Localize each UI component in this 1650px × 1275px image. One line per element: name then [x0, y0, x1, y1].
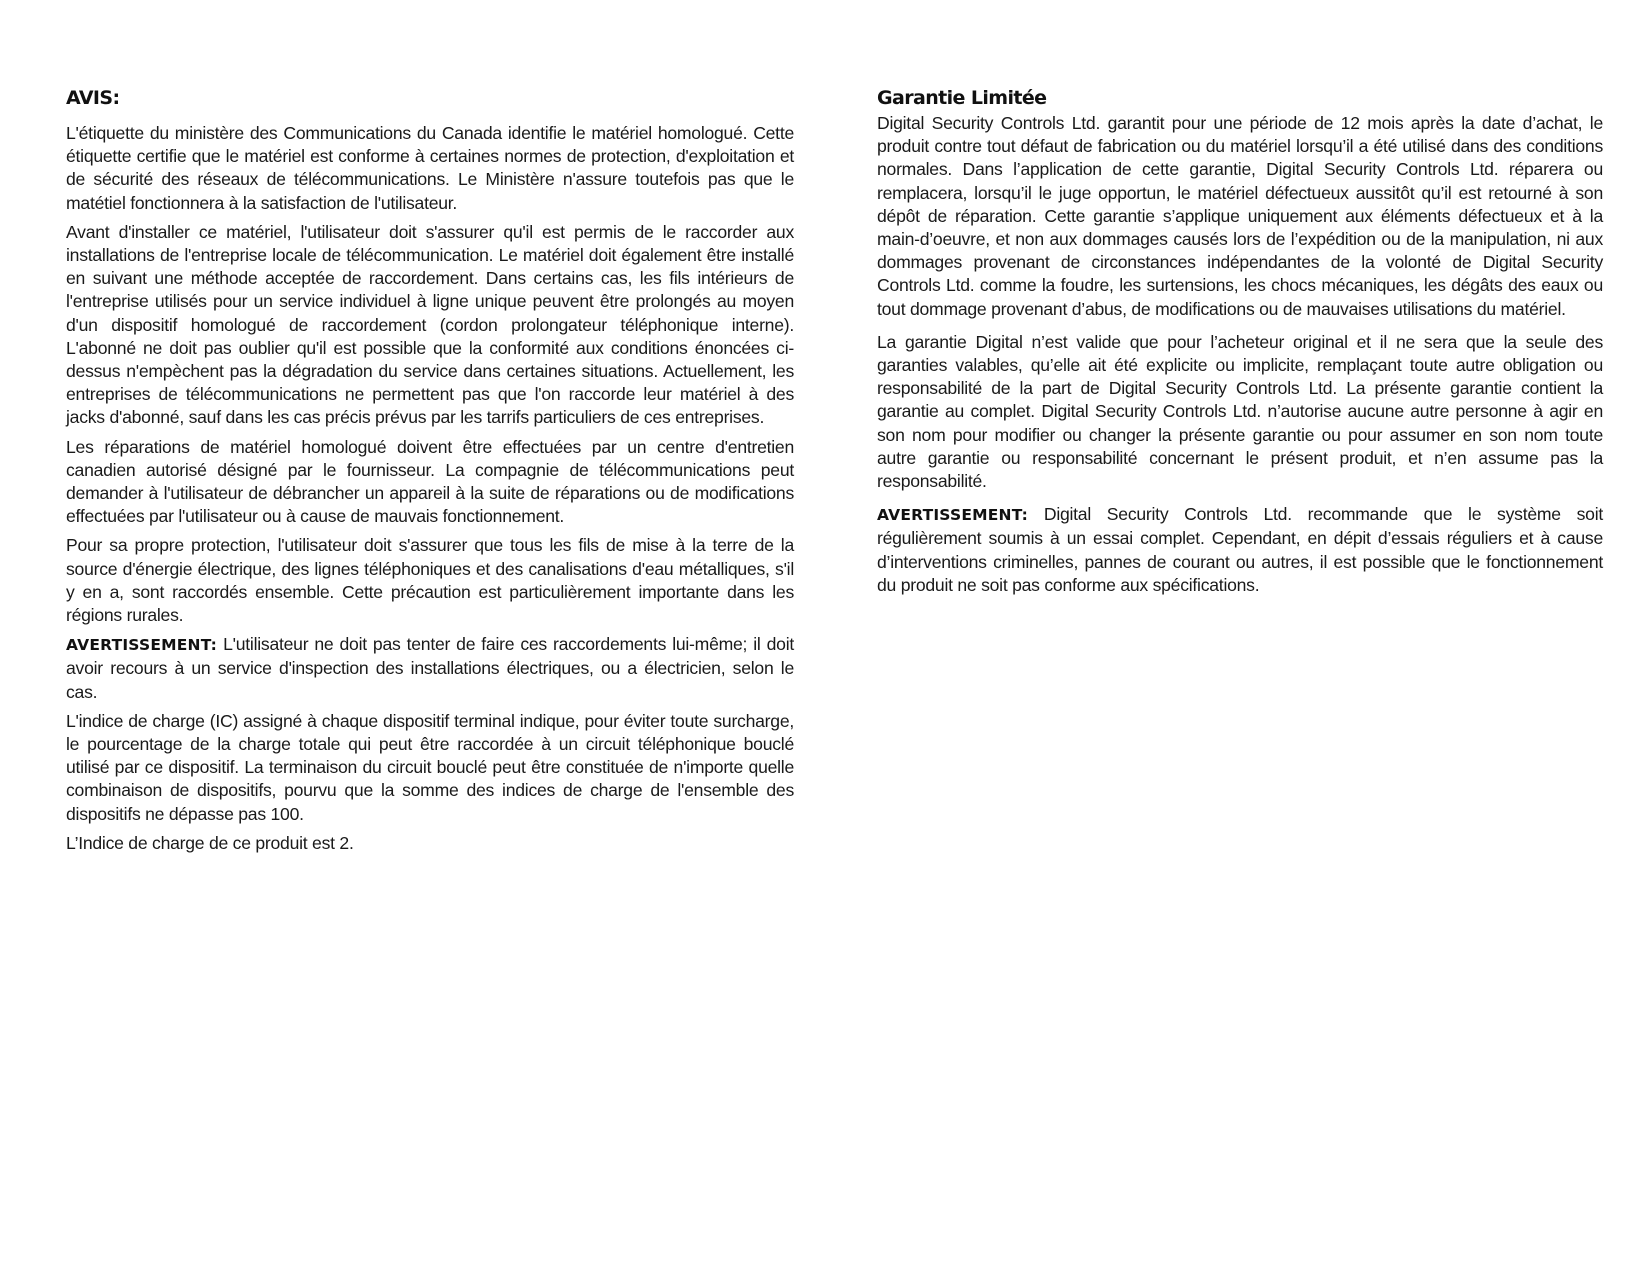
avis-paragraph-label: L'étiquette du ministère des Communications du Canada identifie le matériel homologué. Cette étiquette certifie que le matériel est conforme à certaines normes de protection, d'exploitation et de sécurité des réseaux de télécommunications. Le Ministère n'assure toutefois pas que le matétiel fonctionnera à la satisfaction de l'utilisateur. [66, 123, 794, 213]
avis-warning-label: AVERTISSEMENT: [66, 636, 218, 655]
avis-paragraph-grounding: Pour sa propre protection, l'utilisateur doit s'assurer que tous les fils de mise à la terre de la source d'énergie électrique, des lignes téléphoniques et des canalisations d'eau métalliques, s'il y en a, sont raccordés ensemble. Cette précaution est particulièrement importante dans les régions rurales. [66, 535, 794, 626]
avis-paragraph-load-index: L'indice de charge (IC) assigné à chaque dispositif terminal indique, pour éviter toute surcharge, le pourcentage de la charge totale qui peut être raccordée à un circuit téléphonique bouclé utilisé par ce dispositif. La terminaison du circuit bouclé peut être constituée de n'importe quelle combinaison de dispositifs, pourvu que la somme des indices de charge de l'ensemble des dispositifs ne dépasse pas 100. [66, 710, 794, 824]
avis-warning-paragraph [66, 633, 794, 704]
warranty-column [877, 86, 1603, 607]
warranty-paragraph-coverage: Digital Security Controls Ltd. garantit pour une période de 12 mois après la date d’achat, le produit contre tout défaut de fabrication ou du matériel lorsqu’il a été utilisé dans des conditions normales. Dans l’application de cette garantie, Digital Security Controls Ltd. réparera ou remplacera, lorsqu’il le juge opportun, le matériel défectueux aussitôt qu’il est retourné à son dépôt de réparation. Cette garantie s’applique uniquement aux éléments défectueux et à la main-d’oeuvre, et non aux dommages causés lors de l’expédition ou de la manipulation, ni aux dommages provenant de circonstances indépendantes de la volonté de Digital Security Controls Ltd. comme la foudre, les surtensions, les chocs mécaniques, les dégâts des eaux ou tout dommage provenant d’abus, de modifications ou de mauvaises utilisations du matériel. [877, 113, 1603, 319]
warranty-warning-text: Digital Security Controls Ltd. recommande que le système soit régulièrement soumis à un essai complet. Cependant, en dépit d’essais réguliers et à cause d’interventions criminelles, pannes de courant ou autres, il est possible que le fonctionnement du produit ne soit pas conforme aux spécifications. [877, 504, 1603, 595]
warranty-warning-label: AVERTISSEMENT: [877, 506, 1029, 525]
warranty-warning-paragraph [877, 503, 1603, 597]
avis-paragraph-load-value: L’Indice de charge de ce produit est 2. [66, 832, 354, 853]
warranty-heading: Garantie Limitée [877, 87, 1047, 109]
avis-column [66, 86, 794, 861]
avis-warning-text: L'utilisateur ne doit pas tenter de faire ces raccordements lui-même; il doit avoir recours à un service d'inspection des installations électriques, ou a électricien, selon le cas. [66, 634, 794, 702]
avis-heading: AVIS: [66, 87, 120, 109]
warranty-paragraph-validity: La garantie Digital n’est valide que pour l’acheteur original et il ne sera que la seule des garanties valables, qu’elle ait été explicite ou implicite, remplaçant toute autre obligation ou responsabilité de la part de Digital Security Controls Ltd. La présente garantie contient la garantie au complet. Digital Security Controls Ltd. n’autorise aucune autre personne à agir en son nom pour modifier ou changer la présente garantie ou pour assumer en son nom toute autre garantie ou responsabilité concernant le présent produit, et n’en assume pas la responsabilité. [877, 331, 1603, 492]
avis-paragraph-installation: Avant d'installer ce matériel, l'utilisateur doit s'assurer qu'il est permis de le raccorder aux installations de l'entreprise locale de télécommunication. Le matériel doit également être installé en suivant une méthode acceptée de raccordement. Dans certains cas, les fils intérieurs de l'entreprise utilisés pour un service individuel à ligne unique peuvent être prolongés au moyen d'un dispositif homologué de raccordement (cordon prolongateur téléphonique interne). L'abonné ne doit pas oublier qu'il est possible que la conformité aux conditions énoncées ci-dessus n'empèchent pas la dégradation du service dans certaines situations. Actuellement, les entreprises de télécommunications ne permettent pas que l'on raccorde leur matériel à des jacks d'abonné, sauf dans les cas précis prévus par les tarrifs particuliers de ces entreprises. [66, 221, 794, 428]
avis-paragraph-repairs: Les réparations de matériel homologué doivent être effectuées par un centre d'entretien canadien autorisé désigné par le fournisseur. La compagnie de télécommunications peut demander à l'utilisateur de débrancher un appareil à la suite de réparations ou de modifications effectuées par l'utilisateur ou à cause de mauvais fonctionnement. [66, 436, 794, 527]
